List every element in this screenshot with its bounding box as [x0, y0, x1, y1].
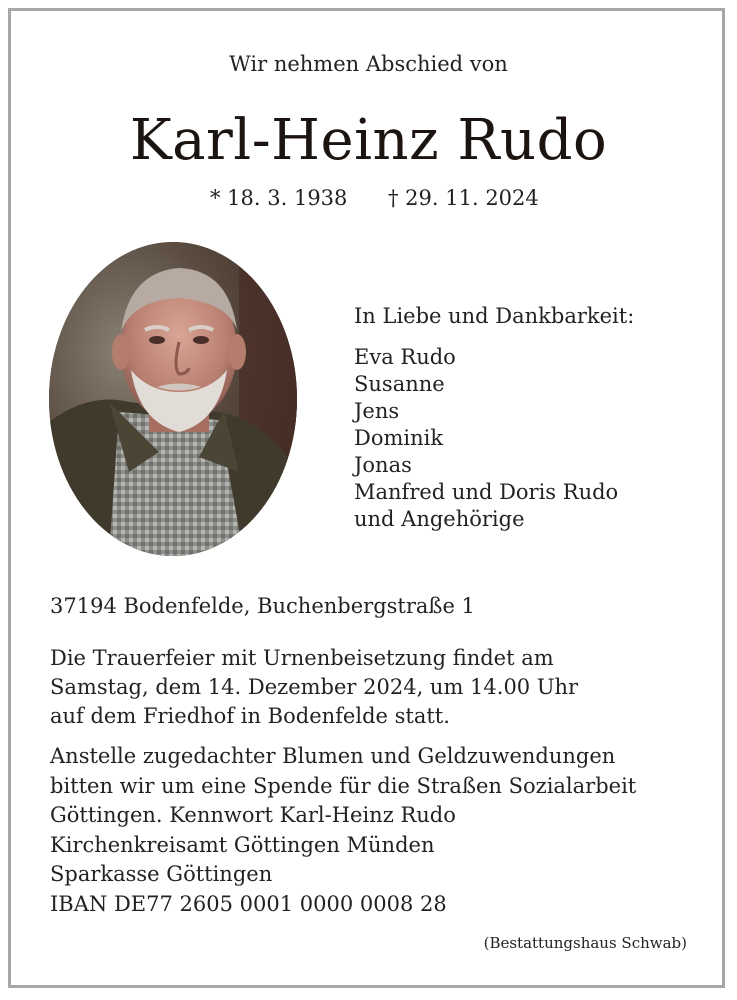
family-member: Jens [354, 399, 400, 423]
donation-line: Göttingen. Kennwort Karl-Heinz Rudo [50, 803, 456, 827]
portrait-photo [49, 242, 297, 556]
ceremony-line: Die Trauerfeier mit Urnenbeisetzung findet am [50, 646, 554, 670]
family-member: Jonas [354, 453, 412, 477]
donation-line: IBAN DE77 2605 0001 0000 0008 28 [50, 891, 447, 916]
family-member: Manfred und Doris Rudo [354, 480, 619, 504]
intro-line: Wir nehmen Abschied von [229, 52, 508, 76]
ceremony-details [50, 644, 578, 731]
ceremony-line: Samstag, dem 14. Dezember 2024, um 14.00 Uhr [50, 675, 579, 699]
funeral-home-credit: (Bestattungshaus Schwab) [483, 934, 687, 952]
birth-date: * 18. 3. 1938 [210, 186, 348, 210]
family-member: Susanne [354, 372, 445, 396]
donation-line: Sparkasse Göttingen [50, 862, 273, 886]
donation-line: bitten wir um eine Spende für die Straßen Sozialarbeit [50, 773, 637, 798]
mourning-address: 37194 Bodenfelde, Buchenbergstraße 1 [50, 594, 475, 618]
family-heading: In Liebe und Dankbarkeit: [354, 304, 635, 328]
donation-details [50, 742, 636, 919]
death-date: † 29. 11. 2024 [388, 186, 539, 210]
family-member: Dominik [354, 426, 444, 450]
ceremony-line: auf dem Friedhof in Bodenfelde statt. [50, 704, 450, 728]
family-member: Eva Rudo [354, 345, 456, 369]
family-section [354, 302, 634, 533]
donation-line: Kirchenkreisamt Göttingen Münden [50, 832, 435, 857]
deceased-name: Karl-Heinz Rudo [129, 108, 608, 173]
donation-line: Anstelle zugedachter Blumen und Geldzuwendungen [50, 744, 616, 768]
family-member: und Angehörige [354, 507, 525, 531]
